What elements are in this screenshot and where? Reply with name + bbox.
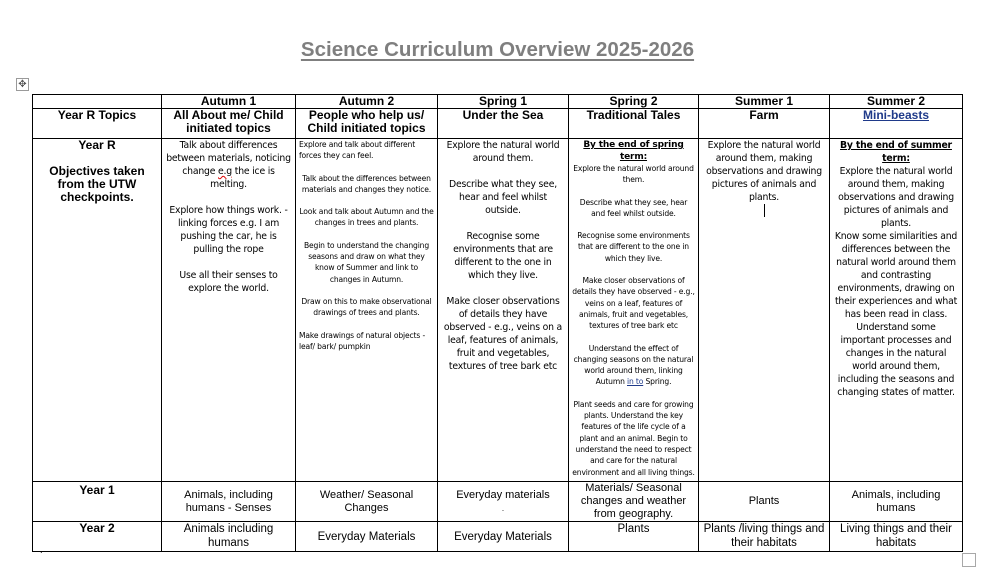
objective: Make closer observations of details they have observed - e.g., veins on a leaf, features of animals, fruit and vegetables, textures of tree bark etc: [572, 276, 695, 331]
topic-cell-link[interactable]: [830, 109, 963, 139]
objective: Explore and talk about different forces they can feel.: [299, 140, 416, 161]
objective: Understand some important processes and changes in the natural world around them, including the seasons and changing states of matter.: [837, 322, 955, 398]
year-1-row: [33, 482, 963, 522]
objective-cell-autumn2: [296, 139, 438, 482]
year-r-sublabel: Objectives taken from the UTW checkpoints.: [49, 164, 145, 204]
term-header: Spring 2: [569, 95, 699, 109]
year-r-row: [33, 139, 963, 482]
year-r-label: Year R: [78, 138, 116, 152]
row-label: [33, 139, 162, 482]
row-label: Year 1: [33, 482, 162, 522]
objective: Explore how things work. - linking forces e.g. I am pushing the car, he is pulling the rope: [169, 205, 288, 255]
curriculum-table: [32, 94, 963, 552]
year2-cell: Living things and their habitats: [830, 522, 963, 552]
term-header: Autumn 1: [162, 95, 296, 109]
mini-beasts-link[interactable]: Mini-beasts: [862, 108, 929, 122]
year2-cell: Everyday Materials: [296, 522, 438, 552]
objective: Begin to understand the changing seasons and draw on what they know of Summer and link to changes in Autumn.: [303, 240, 430, 284]
year1-cell: Plants: [699, 482, 830, 522]
objective: Explore the natural world around them, making observations and drawing pictures of animals and plants.: [706, 140, 822, 203]
objective: Explore the natural world around them.: [573, 164, 694, 185]
objective-cell-spring1: [438, 139, 569, 482]
spelling-error-mark: e.g: [218, 166, 232, 177]
year1-cell: Everyday materials .: [438, 482, 569, 522]
objective: Understand the effect of changing seasons on the natural world around them, linking Autumn in to Spring.: [573, 343, 694, 387]
year-2-row: [33, 522, 963, 552]
objective: Recognise some environments that are different to the one in which they live.: [453, 231, 553, 281]
year1-cell: Materials/ Seasonal changes and weather from geography.: [569, 482, 699, 522]
summer-term-heading: By the end of summer term:: [840, 140, 952, 164]
year1-cell: Animals, including humans: [830, 482, 963, 522]
document-title: [0, 38, 995, 62]
term-header: Spring 1: [438, 95, 569, 109]
topics-row: [33, 109, 963, 139]
term-header: Summer 1: [699, 95, 830, 109]
objective: Describe what they see, hear and feel whilst outside.: [449, 179, 557, 216]
year2-cell: Animals including humans: [162, 522, 296, 552]
year1-cell: Weather/ Seasonal Changes: [296, 482, 438, 522]
objective: Make drawings of natural objects - leaf/ bark/ pumpkin: [299, 330, 426, 351]
row-label: Year R Topics: [33, 109, 162, 139]
row-label: Year 2: [33, 522, 162, 552]
spring-term-heading: By the end of spring term:: [583, 140, 684, 162]
resize-square-icon[interactable]: [962, 553, 976, 567]
term-header-row: [33, 95, 963, 109]
objective-cell-summer1: [699, 139, 830, 482]
objective: Draw on this to make observational drawings of trees and plants.: [301, 296, 432, 318]
objective: Talk about the differences between materials and changes they notice.: [301, 173, 432, 194]
topic-cell: People who help us/ Child initiated topics: [296, 109, 438, 139]
in-to-link[interactable]: in to: [627, 377, 644, 387]
objective: Make closer observations of details they have observed - e.g., veins on a leaf, features of animals, fruit and vegetables, textures of tree bark etc: [443, 296, 563, 372]
corner-cell: [33, 95, 162, 109]
objective: Explore the natural world around them, making observations and drawing pictures of animals and plants.: [838, 166, 954, 229]
move-arrows-icon[interactable]: ✥: [16, 78, 29, 91]
objective: Use all their senses to explore the world.: [179, 270, 278, 294]
objective: Explore the natural world around them.: [446, 140, 560, 164]
term-header: Autumn 2: [296, 95, 438, 109]
objective: Plant seeds and care for growing plants. Understand the key features of the life cycle of a plant and an animal. Begin to understand the need to respect and care for the natural environment and all living things.: [572, 399, 695, 477]
objective: Know some similarities and differences between the natural world around them and contrasting environments, drawing on their experiences and what has been read in class.: [834, 231, 958, 320]
objective: Recognise some environments that are different to the one in which they live.: [577, 231, 690, 263]
year2-cell: Plants: [569, 522, 699, 552]
document-title-text: Science Curriculum Overview 2025-2026: [300, 38, 695, 61]
term-header: Summer 2: [830, 95, 963, 109]
objective-cell-spring2: [569, 139, 699, 482]
stray-mark: .: [40, 546, 43, 555]
topic-cell: All About me/ Child initiated topics: [162, 109, 296, 139]
text-cursor: [764, 204, 765, 217]
year2-cell: Plants /living things and their habitats: [699, 522, 830, 552]
objective: Talk about differences between materials, noticing change e.g the ice is melting.: [166, 140, 291, 190]
topic-cell: Traditional Tales: [569, 109, 699, 139]
year1-cell: Animals, including humans - Senses: [162, 482, 296, 522]
topic-cell: Under the Sea: [438, 109, 569, 139]
topic-cell: Farm: [699, 109, 830, 139]
objective: Look and talk about Autumn and the changes in trees and plants.: [299, 207, 434, 228]
objective-cell-summer2: [830, 139, 963, 482]
objective: Describe what they see, hear and feel whilst outside.: [579, 197, 688, 218]
objective-cell-autumn1: [162, 139, 296, 482]
year2-cell: Everyday Materials: [438, 522, 569, 552]
